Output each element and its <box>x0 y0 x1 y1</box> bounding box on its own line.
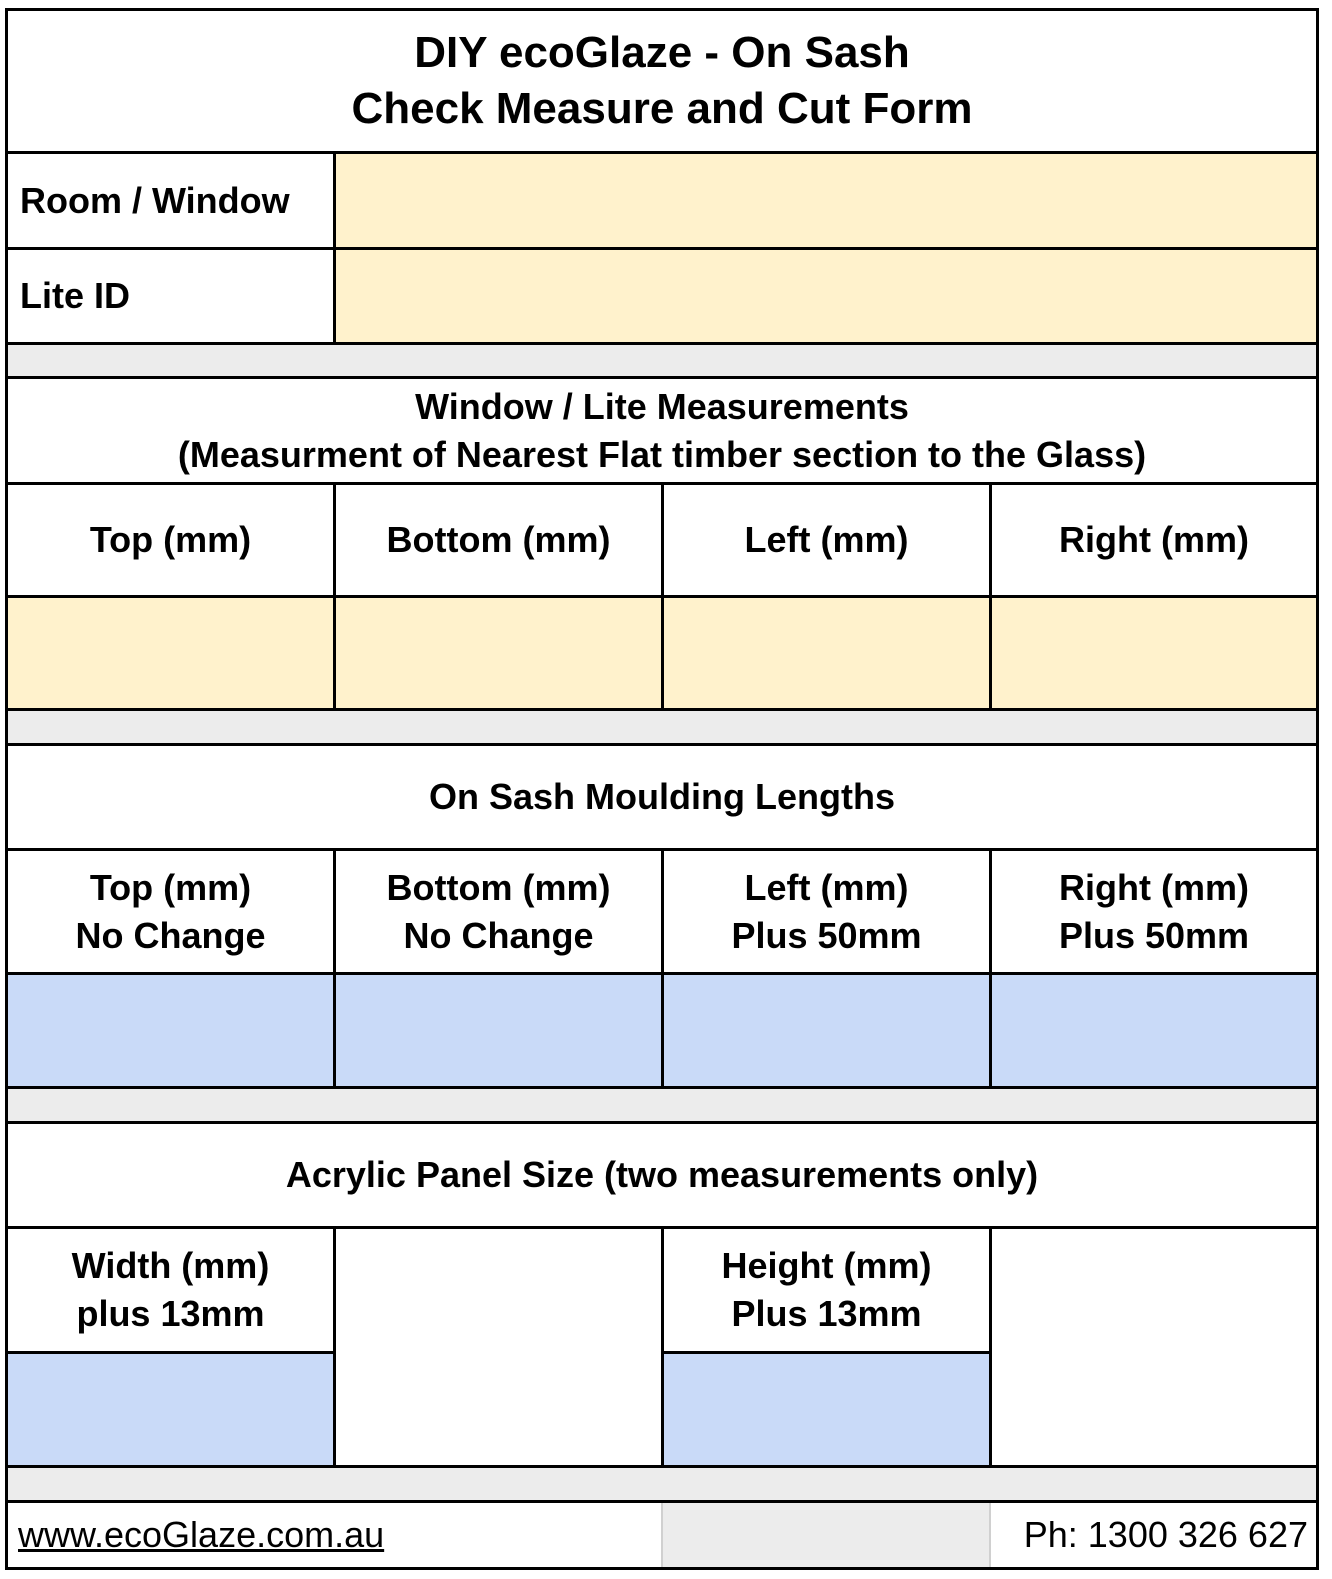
phone-number: Ph: 1300 326 627 <box>1023 1514 1308 1555</box>
spacer-row <box>8 1468 1316 1500</box>
measure-bottom-header: Bottom (mm) <box>386 519 611 560</box>
divider <box>989 851 992 1086</box>
footer-spacer <box>663 1503 989 1567</box>
measure-bottom-input[interactable] <box>336 598 661 708</box>
divider <box>989 485 992 708</box>
moulding-left-input[interactable] <box>664 975 989 1086</box>
divider <box>333 851 336 1086</box>
acrylic-width-label: Width (mm) plus 13mm <box>71 1245 270 1334</box>
measure-right-header: Right (mm) <box>1059 519 1249 560</box>
measure-right-input[interactable] <box>992 598 1316 708</box>
divider <box>661 485 664 708</box>
acrylic-height-label: Height (mm) Plus 13mm <box>721 1245 932 1334</box>
divider <box>661 851 664 1086</box>
window-measurements-heading: Window / Lite Measurements (Measurment of Nearest Flat timber section to the Glass) <box>177 385 1147 475</box>
measure-cut-form <box>5 8 1319 1570</box>
measure-top-header: Top (mm) <box>89 519 252 560</box>
moulding-lengths-heading: On Sash Moulding Lengths <box>429 776 895 817</box>
room-window-label: Room / Window <box>20 179 290 221</box>
moulding-right-input[interactable] <box>992 975 1316 1086</box>
lite-id-label: Lite ID <box>20 275 131 316</box>
acrylic-width-input[interactable] <box>8 1354 333 1465</box>
moulding-top-header: Top (mm) No Change <box>75 866 266 956</box>
moulding-bottom-header: Bottom (mm) No Change <box>386 866 611 956</box>
form-title: DIY ecoGlaze - On Sash Check Measure and Cut Form <box>351 28 973 133</box>
spacer-row <box>8 1089 1316 1121</box>
measure-top-input[interactable] <box>8 598 333 708</box>
spacer-row <box>8 711 1316 743</box>
measure-left-header: Left (mm) <box>744 519 909 560</box>
room-window-input[interactable] <box>336 154 1316 247</box>
divider <box>333 1229 336 1465</box>
divider <box>661 1229 664 1465</box>
moulding-bottom-input[interactable] <box>336 975 661 1086</box>
divider <box>989 1229 992 1465</box>
measure-left-input[interactable] <box>664 598 989 708</box>
moulding-top-input[interactable] <box>8 975 333 1086</box>
acrylic-height-input[interactable] <box>664 1354 989 1465</box>
spacer-row <box>8 345 1316 376</box>
acrylic-panel-heading: Acrylic Panel Size (two measurements only) <box>285 1154 1039 1195</box>
website-link[interactable]: www.ecoGlaze.com.au <box>18 1514 385 1555</box>
moulding-right-header: Right (mm) Plus 50mm <box>1058 866 1250 956</box>
moulding-left-header: Left (mm) Plus 50mm <box>731 866 922 956</box>
lite-id-input[interactable] <box>336 250 1316 342</box>
divider <box>333 485 336 708</box>
